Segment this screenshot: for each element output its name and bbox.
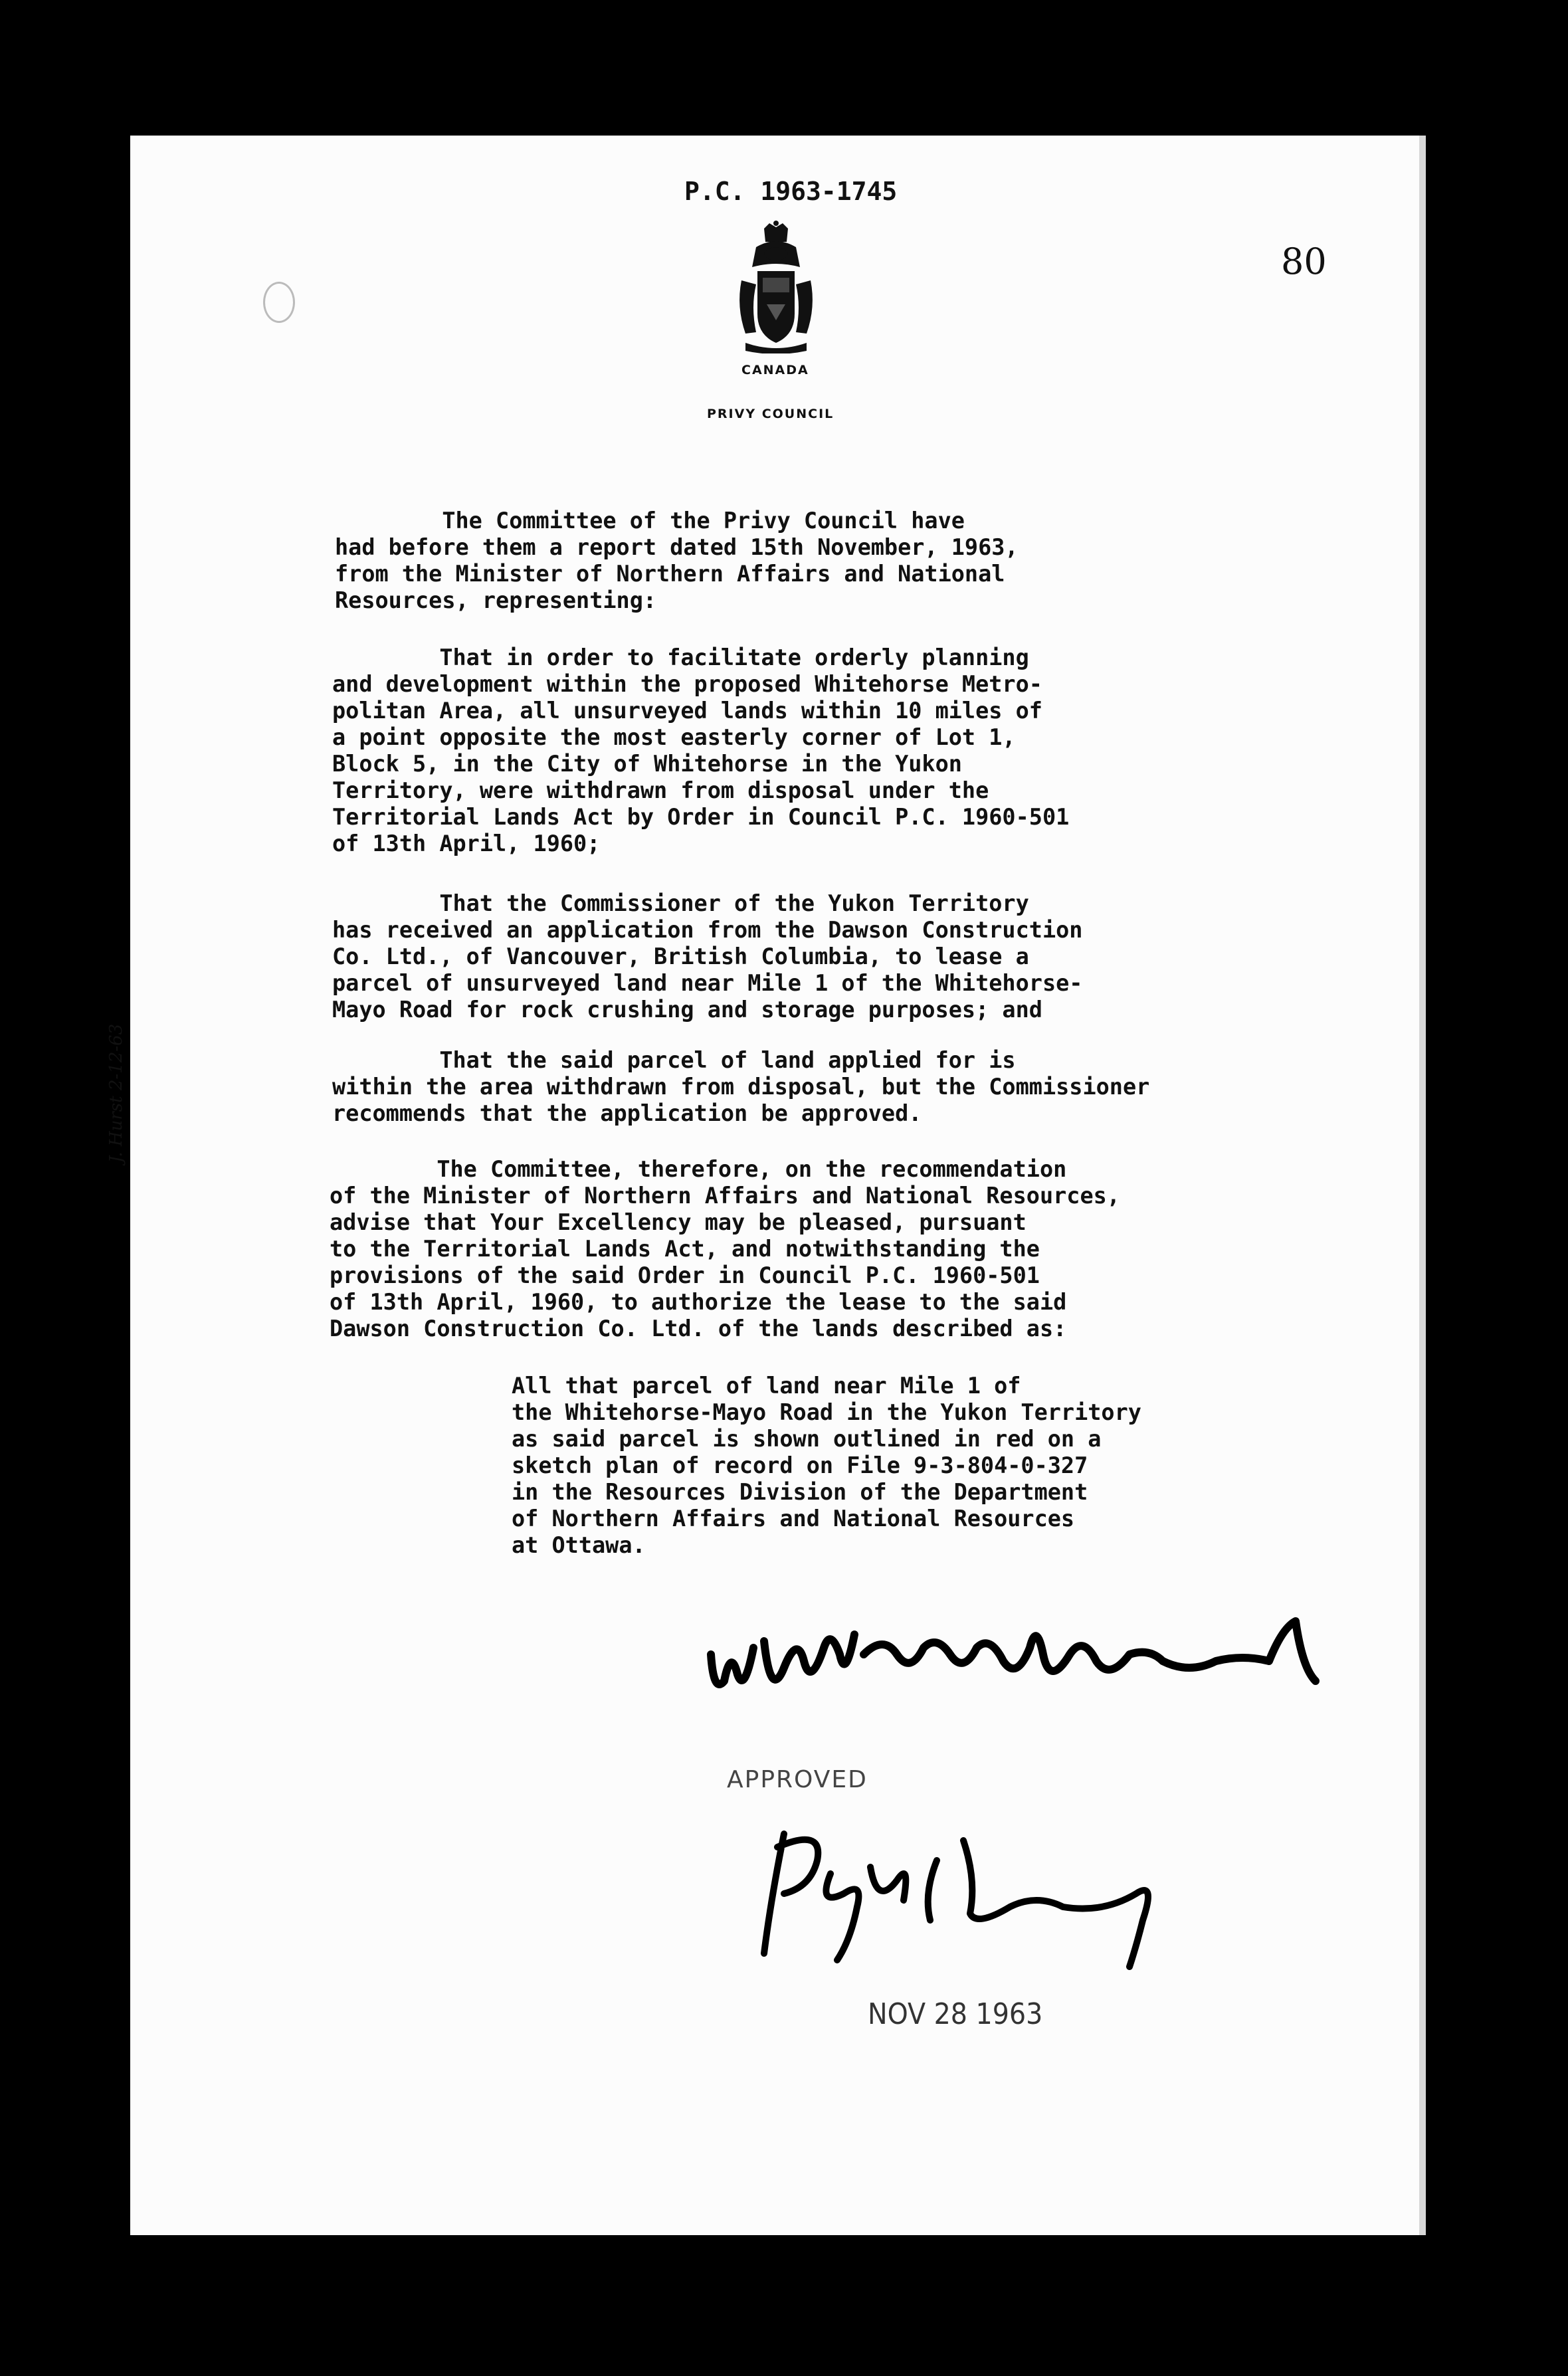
- paragraph-3: That the Commissioner of the Yukon Territory has received an application from the Dawson Construction Co. Ltd., of Vancouver, British Columbia, to lease a parcel of unsurveyed land near Mile 1 of the Whitehorse- Mayo Road for rock crushing and storage purposes; and: [332, 890, 1083, 1023]
- approved-label: APPROVED: [727, 1766, 868, 1793]
- coat-of-arms-icon: [736, 221, 816, 353]
- office-label: PRIVY COUNCIL: [707, 407, 834, 421]
- paragraph-1: The Committee of the Privy Council have had before them a report dated 15th November, 1963, from the Minister of Northern Affairs and National Resources, representing:: [335, 508, 1019, 613]
- approval-date-stamp: NOV 28 1963: [868, 1997, 1043, 2031]
- signature-icon: [744, 1821, 1183, 1973]
- signature-icon: [698, 1608, 1362, 1708]
- paragraph-4: That the said parcel of land applied for is within the area withdrawn from disposal, but the Commissioner recommends that the application be approved.: [332, 1047, 1150, 1126]
- punch-hole: [263, 282, 295, 323]
- scan-edge: [1419, 136, 1426, 2235]
- page-number: 80: [1281, 241, 1327, 282]
- margin-annotation: J. Hurst 2-12-63: [106, 1023, 126, 1163]
- paragraph-5: The Committee, therefore, on the recommendation of the Minister of Northern Affairs and National Resources, advise that Your Excellency may be pleased, pursuant to the Territorial Lands Act, and notwithstanding the provisions of the said Order in Council P.C. 1960-501 of 13th April, 1960, to authorize the lease to the said Dawson Construction Co. Ltd. of the lands described as:: [330, 1156, 1120, 1341]
- country-label: CANADA: [741, 363, 809, 377]
- paragraph-2: That in order to facilitate orderly planning and development within the proposed Whitehorse Metro- politan Area, all unsurveyed lands within 10 miles of a point opposite the most easterly corner of Lot 1, Block 5, in the City of Whitehorse in the Yukon Territory, were withdrawn from disposal under the Territorial Lands Act by Order in Council P.C. 1960-501 of 13th April, 1960;: [332, 644, 1070, 856]
- land-description: All that parcel of land near Mile 1 of the Whitehorse-Mayo Road in the Yukon Territory as said parcel is shown outlined in red on a sketch plan of record on File 9-3-804-0-327 in the Resources Division of the Department of Northern Affairs and National Resources at Ottawa.: [512, 1373, 1141, 1558]
- order-number: P.C. 1963-1745: [684, 177, 898, 206]
